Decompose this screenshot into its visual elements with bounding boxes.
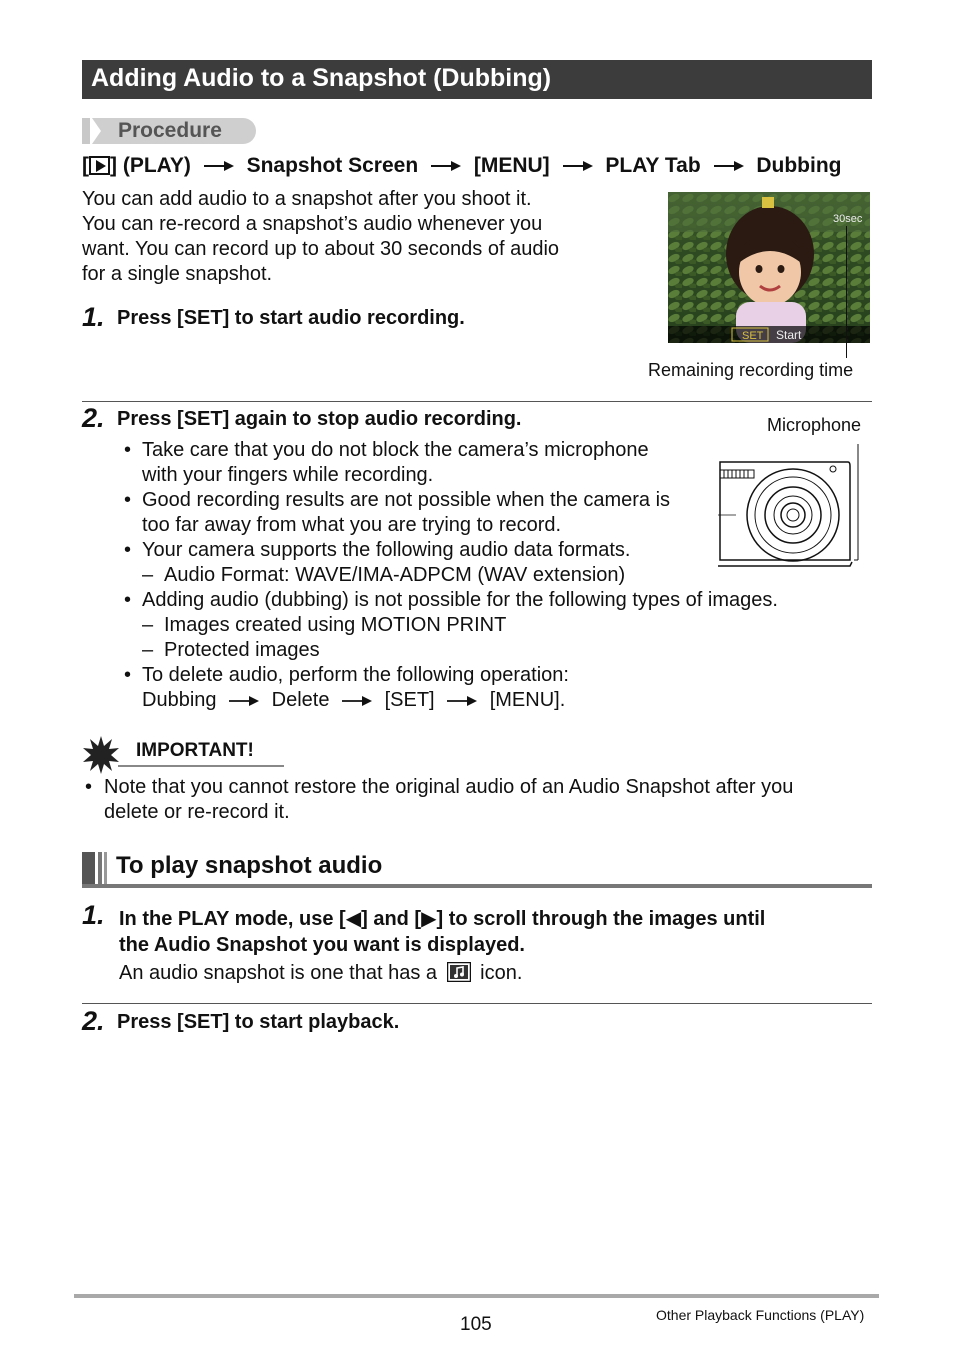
arrow-right-icon [447, 694, 477, 708]
list-item: • Adding audio (dubbing) is not possible for the following types of images. [124, 589, 778, 611]
list-item: • To delete audio, perform the following operation: Dubbing Delete [SET] [MENU]. [122, 663, 842, 713]
list-item: • Take care that you do not block the camera’s microphone with your fingers while recording. [124, 439, 649, 486]
list-item: • Good recording results are not possible when the camera is too far away from what you are trying to record. [124, 489, 671, 536]
intro-paragraph: You can add audio to a snapshot after you shoot it. You can re-record a snapshot’s audio whenever you want. You can record up to about 30 seconds of audio for a single snapshot. [82, 188, 560, 285]
divider [82, 401, 872, 402]
section-title-bar [82, 60, 872, 99]
step-1: 1. Press [SET] to start audio recording. [82, 302, 465, 332]
svg-text:30sec: 30sec [833, 213, 863, 225]
arrow-right-icon [563, 159, 593, 173]
step-2: 2. Press [SET] again to stop audio recording. [82, 403, 522, 433]
snapshot-photo [668, 192, 870, 343]
audio-snapshot-indicator-icon [762, 197, 774, 208]
arrow-right-icon [714, 159, 744, 173]
arrow-right-icon [431, 159, 461, 173]
svg-text:Start: Start [776, 328, 802, 342]
section-title: Adding Audio to a Snapshot (Dubbing) [91, 64, 552, 92]
list-subitem: – Images created using MOTION PRINT [142, 614, 507, 636]
subsection-title: To play snapshot audio [116, 852, 383, 879]
procedure-label: Procedure [118, 119, 222, 142]
divider [82, 1003, 872, 1004]
microphone-caption: Microphone [767, 415, 862, 435]
important-note: • Note that you cannot restore the original audio of an Audio Snapshot after you delete or re-record it. [85, 776, 794, 823]
subsection-header [82, 852, 872, 888]
arrow-right-icon [204, 159, 234, 173]
footer-rule [74, 1294, 879, 1298]
nav-path: [ ] (PLAY) Snapshot Screen [MENU] PLAY Tab Dubbing [82, 154, 842, 177]
important-label: IMPORTANT! [136, 740, 254, 761]
notes-list [122, 438, 842, 713]
play-step-2: 2. Press [SET] to start playback. [82, 1006, 400, 1036]
list-subitem: – Audio Format: WAVE/IMA-ADPCM (WAV extension) [142, 564, 626, 586]
chapter-name: Other Playback Functions (PLAY) [656, 1307, 865, 1323]
important-underline [118, 765, 284, 767]
callout-line [846, 226, 847, 358]
procedure-tag [82, 118, 256, 144]
page-number: 105 [460, 1314, 492, 1335]
play-icon [89, 156, 110, 175]
delete-audio-path: Dubbing Delete [SET] [MENU]. [142, 689, 566, 711]
important-burst-icon [82, 736, 120, 774]
remaining-time-caption: Remaining recording time [648, 360, 854, 380]
arrow-right-icon [229, 694, 259, 708]
list-item: • Your camera supports the following audio data formats. [124, 539, 631, 561]
svg-text:SET: SET [742, 330, 764, 342]
audio-snapshot-icon [447, 962, 471, 982]
arrow-right-icon [342, 694, 372, 708]
list-subitem: – Protected images [142, 639, 320, 661]
